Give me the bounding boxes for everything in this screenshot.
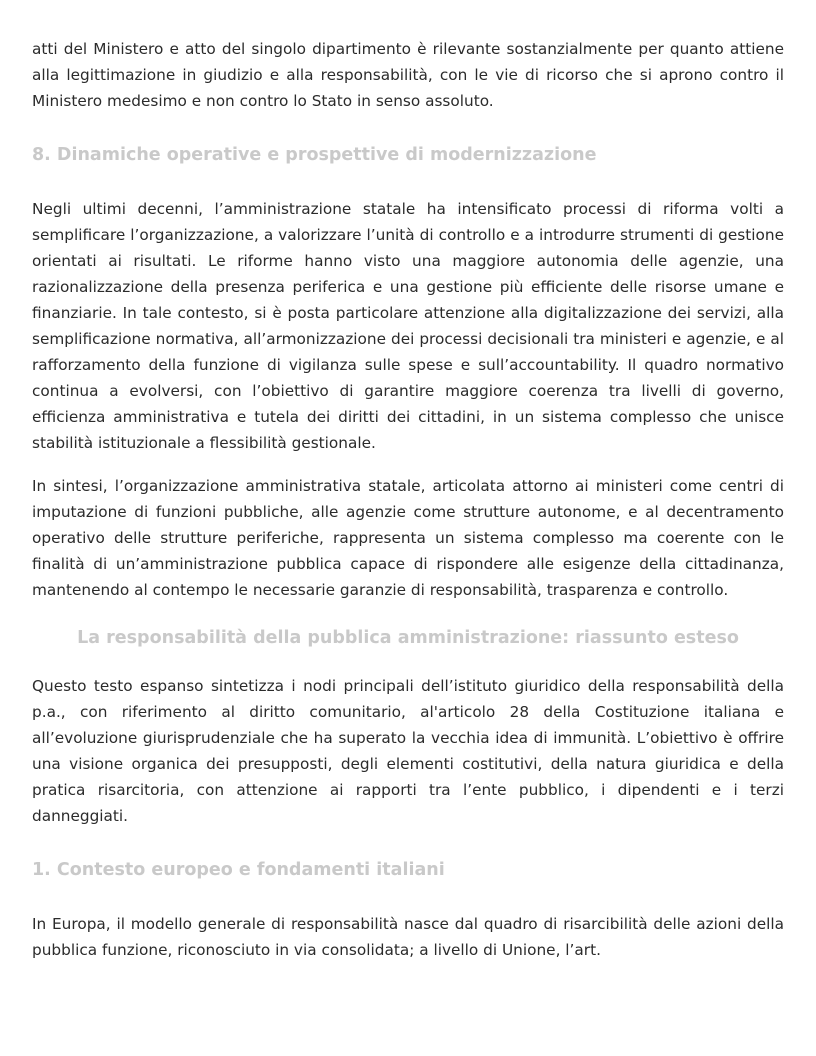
section-8-paragraph-1: Negli ultimi decenni, l’amministrazione statale ha intensificato processi di riforma volti a semplificare l’organizzazione, a valorizzare l’unità di controllo e a introdurre strumenti di gestione orientati ai risultati. Le riforme hanno visto una maggiore autonomia delle agenzie, una razionalizzazione della presenza periferica e una gestione più efficiente delle risorse umane e finanziarie. In tale contesto, si è posta particolare attenzione alla digitalizzazione dei servizi, alla semplificazione normativa, all’armonizzazione dei processi decisionali tra ministeri e agenzie, e al rafforzamento della funzione di vigilanza sulle spese e sull’accountability. Il quadro normativo continua a evolversi, con l’obiettivo di garantire maggiore coerenza tra livelli di governo, efficienza amministrativa e tutela dei diritti dei cittadini, in un sistema complesso che unisce stabilità istituzionale a flessibilità gestionale. <box>32 200 784 452</box>
main-heading: La responsabilità della pubblica amministrazione: riassunto esteso <box>77 628 739 648</box>
section-8-paragraph-2: In sintesi, l’organizzazione amministrativa statale, articolata attorno ai ministeri come centri di imputazione di funzioni pubbliche, alle agenzie come strutture autonome, e al decentramento operativo delle strutture periferiche, rappresenta un sistema complesso ma coerente con le finalità di un’amministrazione pubblica capace di rispondere alle esigenze della cittadinanza, mantenendo al contempo le necessarie garanzie di responsabilità, trasparenza e controllo. <box>32 477 784 599</box>
section-8-heading: 8. Dinamiche operative e prospettive di modernizzazione <box>32 145 597 165</box>
section-1-paragraph-1: In Europa, il modello generale di responsabilità nasce dal quadro di risarcibilità delle azioni della pubblica funzione, riconosciuto in via consolidata; a livello di Unione, l’art. <box>32 915 784 959</box>
section-1-heading: 1. Contesto europeo e fondamenti italiani <box>32 860 445 880</box>
main-paragraph: Questo testo espanso sintetizza i nodi principali dell’istituto giuridico della responsabilità della p.a., con riferimento al diritto comunitario, al'articolo 28 della Costituzione italiana e all’evoluzione giurisprudenziale che ha superato la vecchia idea di immunità. L’obiettivo è offrire una visione organica dei presupposti, degli elementi costitutivi, della natura giuridica e della pratica risarcitoria, con attenzione ai rapporti tra l’ente pubblico, i dipendenti e i terzi danneggiati. <box>32 677 784 825</box>
intro-paragraph: atti del Ministero e atto del singolo dipartimento è rilevante sostanzialmente per quanto attiene alla legittimazione in giudizio e alla responsabilità, con le vie di ricorso che si aprono contro il Ministero medesimo e non contro lo Stato in senso assoluto. <box>32 40 784 110</box>
